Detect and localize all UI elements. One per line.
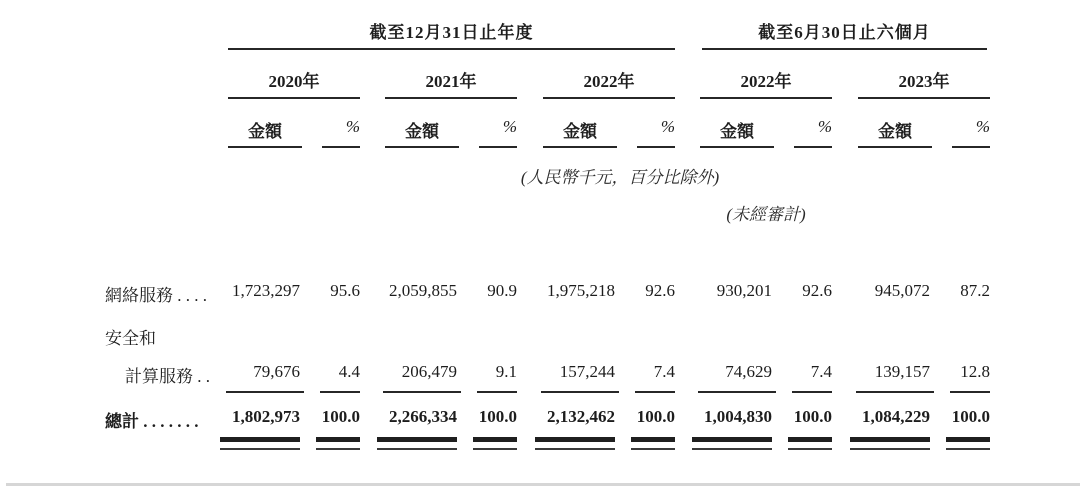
total-double-rule-amount [692, 448, 772, 450]
amount-column-underline [700, 146, 774, 148]
note-unaudited: (未經審計) [726, 205, 806, 224]
percent-column-header: % [660, 117, 675, 136]
year-header: 2020年 [268, 72, 320, 91]
amount-column-header: 金額 [720, 122, 754, 141]
percent-column-underline [794, 146, 832, 148]
total-double-rule-percent [788, 448, 832, 450]
cell-total-amount: 1,084,229 [862, 407, 930, 426]
total-double-rule-amount [220, 437, 300, 442]
amount-column-underline [543, 146, 617, 148]
row-label-computing-services: 計算服務 . . [125, 367, 210, 386]
total-double-rule-amount [850, 448, 930, 450]
percent-column-header: % [817, 117, 832, 136]
cell-total-amount: 1,004,830 [704, 407, 772, 426]
percent-column-header: % [975, 117, 990, 136]
cell-computing-amount: 74,629 [725, 362, 772, 381]
amount-column-header: 金額 [248, 122, 282, 141]
cell-network-percent: 92.6 [645, 281, 675, 300]
total-double-rule-amount [535, 448, 615, 450]
amount-column-header: 金額 [878, 122, 912, 141]
year-underline [700, 97, 832, 99]
total-double-rule-amount [535, 437, 615, 442]
total-double-rule-percent [788, 437, 832, 442]
page-bottom-divider [6, 483, 1080, 486]
percent-column-header: % [502, 117, 517, 136]
section-header-interim: 截至6月30日止六個月 [758, 23, 931, 42]
total-double-rule-percent [946, 448, 990, 450]
cell-computing-percent: 4.4 [338, 362, 360, 381]
total-double-rule-amount [377, 437, 457, 442]
subtotal-rule-amount [383, 391, 461, 393]
total-double-rule-percent [631, 448, 675, 450]
cell-total-amount: 2,132,462 [547, 407, 615, 426]
subtotal-rule-amount [856, 391, 934, 393]
year-header: 2023年 [898, 72, 950, 91]
cell-computing-amount: 79,676 [253, 362, 300, 381]
cell-computing-amount: 206,479 [401, 362, 457, 381]
row-label-total: 總計 . . . . . . . [105, 412, 199, 431]
year-underline [543, 97, 675, 99]
amount-column-header: 金額 [405, 122, 439, 141]
percent-column-underline [322, 146, 360, 148]
total-double-rule-percent [473, 448, 517, 450]
total-double-rule-amount [220, 448, 300, 450]
percent-column-underline [479, 146, 517, 148]
percent-column-underline [952, 146, 990, 148]
total-double-rule-amount [850, 437, 930, 442]
cell-total-amount: 1,802,973 [232, 407, 300, 426]
year-header: 2022年 [583, 72, 635, 91]
subtotal-rule-amount [698, 391, 776, 393]
amount-column-underline [228, 146, 302, 148]
total-double-rule-percent [946, 437, 990, 442]
col-group-2023-interim [858, 0, 990, 489]
total-double-rule-amount [692, 437, 772, 442]
row-label-security-and: 安全和 [105, 329, 156, 348]
year-header: 2022年 [740, 72, 792, 91]
subtotal-rule-amount [541, 391, 619, 393]
cell-computing-percent: 12.8 [960, 362, 990, 381]
total-double-rule-percent [473, 437, 517, 442]
year-underline [228, 97, 360, 99]
cell-total-percent: 100.0 [478, 407, 517, 426]
amount-column-underline [858, 146, 932, 148]
cell-network-amount: 1,975,218 [547, 281, 615, 300]
percent-column-header: % [345, 117, 360, 136]
total-double-rule-percent [316, 437, 360, 442]
cell-network-amount: 2,059,855 [389, 281, 457, 300]
cell-network-percent: 87.2 [960, 281, 990, 300]
cell-network-amount: 1,723,297 [232, 281, 300, 300]
subtotal-rule-amount [226, 391, 304, 393]
year-header: 2021年 [425, 72, 477, 91]
cell-total-percent: 100.0 [636, 407, 675, 426]
subtotal-rule-percent [477, 391, 517, 393]
amount-column-underline [385, 146, 459, 148]
cell-total-percent: 100.0 [951, 407, 990, 426]
section-header-annual: 截至12月31日止年度 [369, 23, 534, 42]
amount-column-header: 金額 [563, 122, 597, 141]
cell-total-percent: 100.0 [321, 407, 360, 426]
total-double-rule-amount [377, 448, 457, 450]
cell-total-percent: 100.0 [793, 407, 832, 426]
total-double-rule-percent [631, 437, 675, 442]
cell-computing-amount: 157,244 [559, 362, 615, 381]
cell-total-amount: 2,266,334 [389, 407, 457, 426]
percent-column-underline [637, 146, 675, 148]
subtotal-rule-percent [635, 391, 675, 393]
cell-computing-percent: 7.4 [653, 362, 675, 381]
cell-computing-percent: 9.1 [495, 362, 517, 381]
year-underline [858, 97, 990, 99]
year-underline [385, 97, 517, 99]
subtotal-rule-percent [320, 391, 360, 393]
subtotal-rule-percent [950, 391, 990, 393]
note-currency-units: (人民幣千元，百分比除外) [520, 168, 720, 187]
row-label-network-services: 網絡服務 . . . . [105, 286, 207, 305]
subtotal-rule-percent [792, 391, 832, 393]
cell-network-amount: 930,201 [716, 281, 772, 300]
cell-network-percent: 90.9 [487, 281, 517, 300]
cell-network-percent: 92.6 [802, 281, 832, 300]
cell-computing-percent: 7.4 [810, 362, 832, 381]
cell-network-percent: 95.6 [330, 281, 360, 300]
cell-network-amount: 945,072 [874, 281, 930, 300]
total-double-rule-percent [316, 448, 360, 450]
cell-computing-amount: 139,157 [874, 362, 930, 381]
